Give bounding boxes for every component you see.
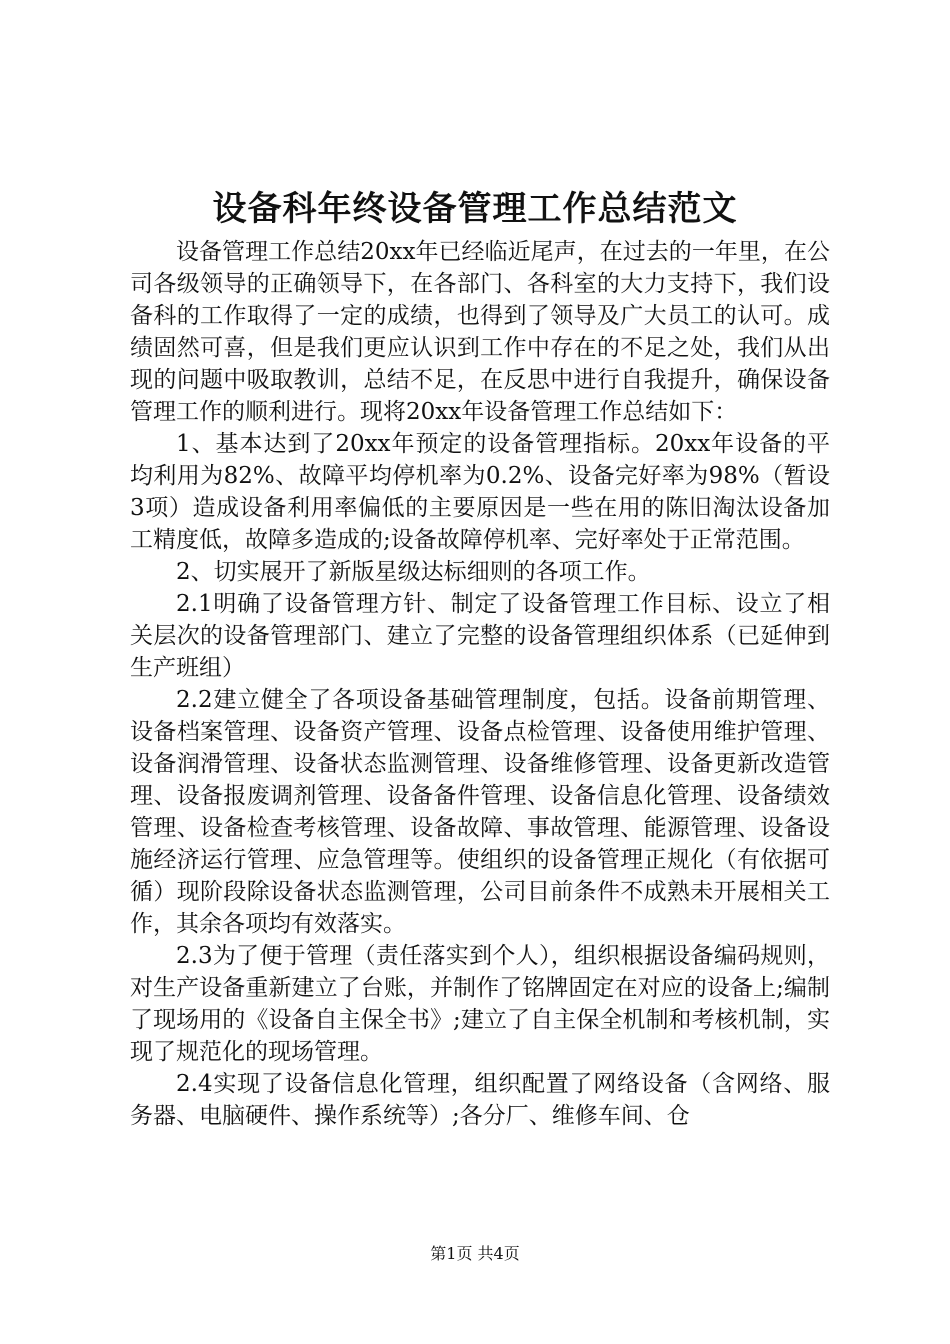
- paragraph-intro: 设备管理工作总结20xx年已经临近尾声，在过去的一年里，在公司各级领导的正确领导下，在各部门、各科室的大力支持下，我们设备科的工作取得了一定的成绩，也得到了领导及广大员工的认可。成绩固然可喜，但是我们更应认识到工作中存在的不足之处，我们从出现的问题中吸取教训，总结不足，在反思中进行自我提升，确保设备管理工作的顺利进行。现将20xx年设备管理工作总结如下：: [130, 239, 830, 425]
- paragraph-item-1: 1、基本达到了20xx年预定的设备管理指标。20xx年设备的平均利用为82%、故障平均停机率为0.2%、设备完好率为98%（暂设3项）造成设备利用率偏低的主要原因是一些在用的陈旧淘汰设备加工精度低，故障多造成的;设备故障停机率、完好率处于正常范围。: [130, 431, 830, 553]
- paragraph-item-2-4: 2.4实现了设备信息化管理，组织配置了网络设备（含网络、服务器、电脑硬件、操作系统等）;各分厂、维修车间、仓: [130, 1071, 830, 1129]
- document-body: [130, 236, 830, 1132]
- document-title: 设备科年终设备管理工作总结范文: [212, 189, 738, 229]
- page-footer: 第1页 共4页: [430, 1244, 520, 1263]
- paragraph-item-2-2: 2.2建立健全了各项设备基础管理制度，包括。设备前期管理、设备档案管理、设备资产管理、设备点检管理、设备使用维护管理、设备润滑管理、设备状态监测管理、设备维修管理、设备更新改造管理、设备报废调剂管理、设备备件管理、设备信息化管理、设备绩效管理、设备检查考核管理、设备故障、事故管理、能源管理、设备设施经济运行管理、应急管理等。使组织的设备管理正规化（有依据可循）现阶段除设备状态监测管理，公司目前条件不成熟未开展相关工作，其余各项均有效落实。: [130, 687, 830, 937]
- paragraph-item-2-3: 2.3为了便于管理（责任落实到个人），组织根据设备编码规则，对生产设备重新建立了台账，并制作了铭牌固定在对应的设备上;编制了现场用的《设备自主保全书》;建立了自主保全机制和考核机制，实现了规范化的现场管理。: [130, 943, 830, 1065]
- paragraph-item-2-1: 2.1明确了设备管理方针、制定了设备管理工作目标、设立了相关层次的设备管理部门、建立了完整的设备管理组织体系（已延伸到生产班组）: [130, 591, 830, 681]
- paragraph-item-2: 2、切实展开了新版星级达标细则的各项工作。: [176, 559, 651, 585]
